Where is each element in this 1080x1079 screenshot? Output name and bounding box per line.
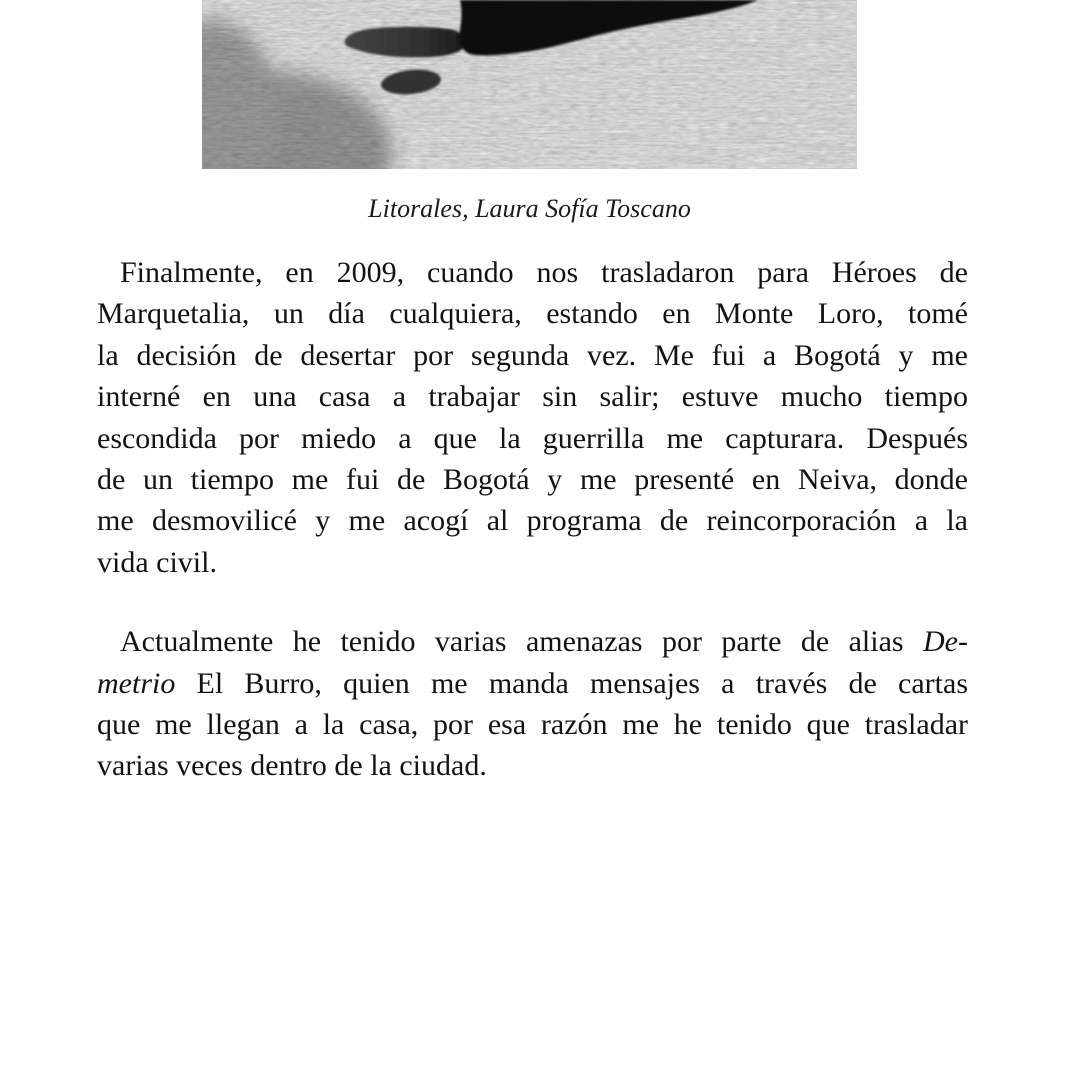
text-segment: El Burro, quien me manda mensajes a través de cartas xyxy=(175,666,968,700)
text-segment: la decisión de desertar por segunda vez. Me fui a Bogotá y me xyxy=(97,338,968,372)
text-segment: que me llegan a la casa, por esa razón me he tenido que trasladar xyxy=(97,708,968,742)
text-line xyxy=(97,376,968,417)
text-line xyxy=(97,335,968,376)
text-segment: interné en una casa a trabajar sin salir; estuve mucho tiempo xyxy=(97,380,968,414)
text-segment: Finalmente, en 2009, cuando nos trasladaron para Héroes de xyxy=(120,256,968,289)
text-line xyxy=(97,500,968,541)
text-line xyxy=(97,663,968,704)
paragraph xyxy=(97,621,968,787)
text-segment: me desmovilicé y me acogí al programa de reincorporación a la xyxy=(97,504,968,538)
text-segment: Marquetalia, un día cualquiera, estando en Monte Loro, tomé xyxy=(97,297,968,331)
artwork-caption: Litorales, Laura Sofía Toscano xyxy=(368,194,691,223)
text-line xyxy=(97,621,968,662)
italic-text-segment: metrio xyxy=(97,666,176,700)
text-line xyxy=(97,252,968,293)
text-segment: de un tiempo me fui de Bogotá y me presenté en Neiva, donde xyxy=(97,463,968,497)
artwork-drawing xyxy=(202,0,857,169)
text-line xyxy=(97,293,968,334)
paragraph xyxy=(97,252,968,583)
text-segment: varias veces dentro de la ciudad. xyxy=(97,749,487,783)
text-line xyxy=(97,418,968,459)
text-line xyxy=(97,704,968,745)
text-segment: escondida por miedo a que la guerrilla me capturara. Después xyxy=(97,421,968,455)
artwork-image xyxy=(202,0,857,169)
text-segment: Actualmente he tenido varias amenazas por parte de alias xyxy=(120,625,924,659)
text-line xyxy=(97,459,968,500)
text-line xyxy=(97,542,968,583)
body-text xyxy=(97,252,968,787)
text-segment: vida civil. xyxy=(97,545,217,579)
text-line xyxy=(97,745,968,786)
italic-text-segment: De- xyxy=(923,625,968,659)
